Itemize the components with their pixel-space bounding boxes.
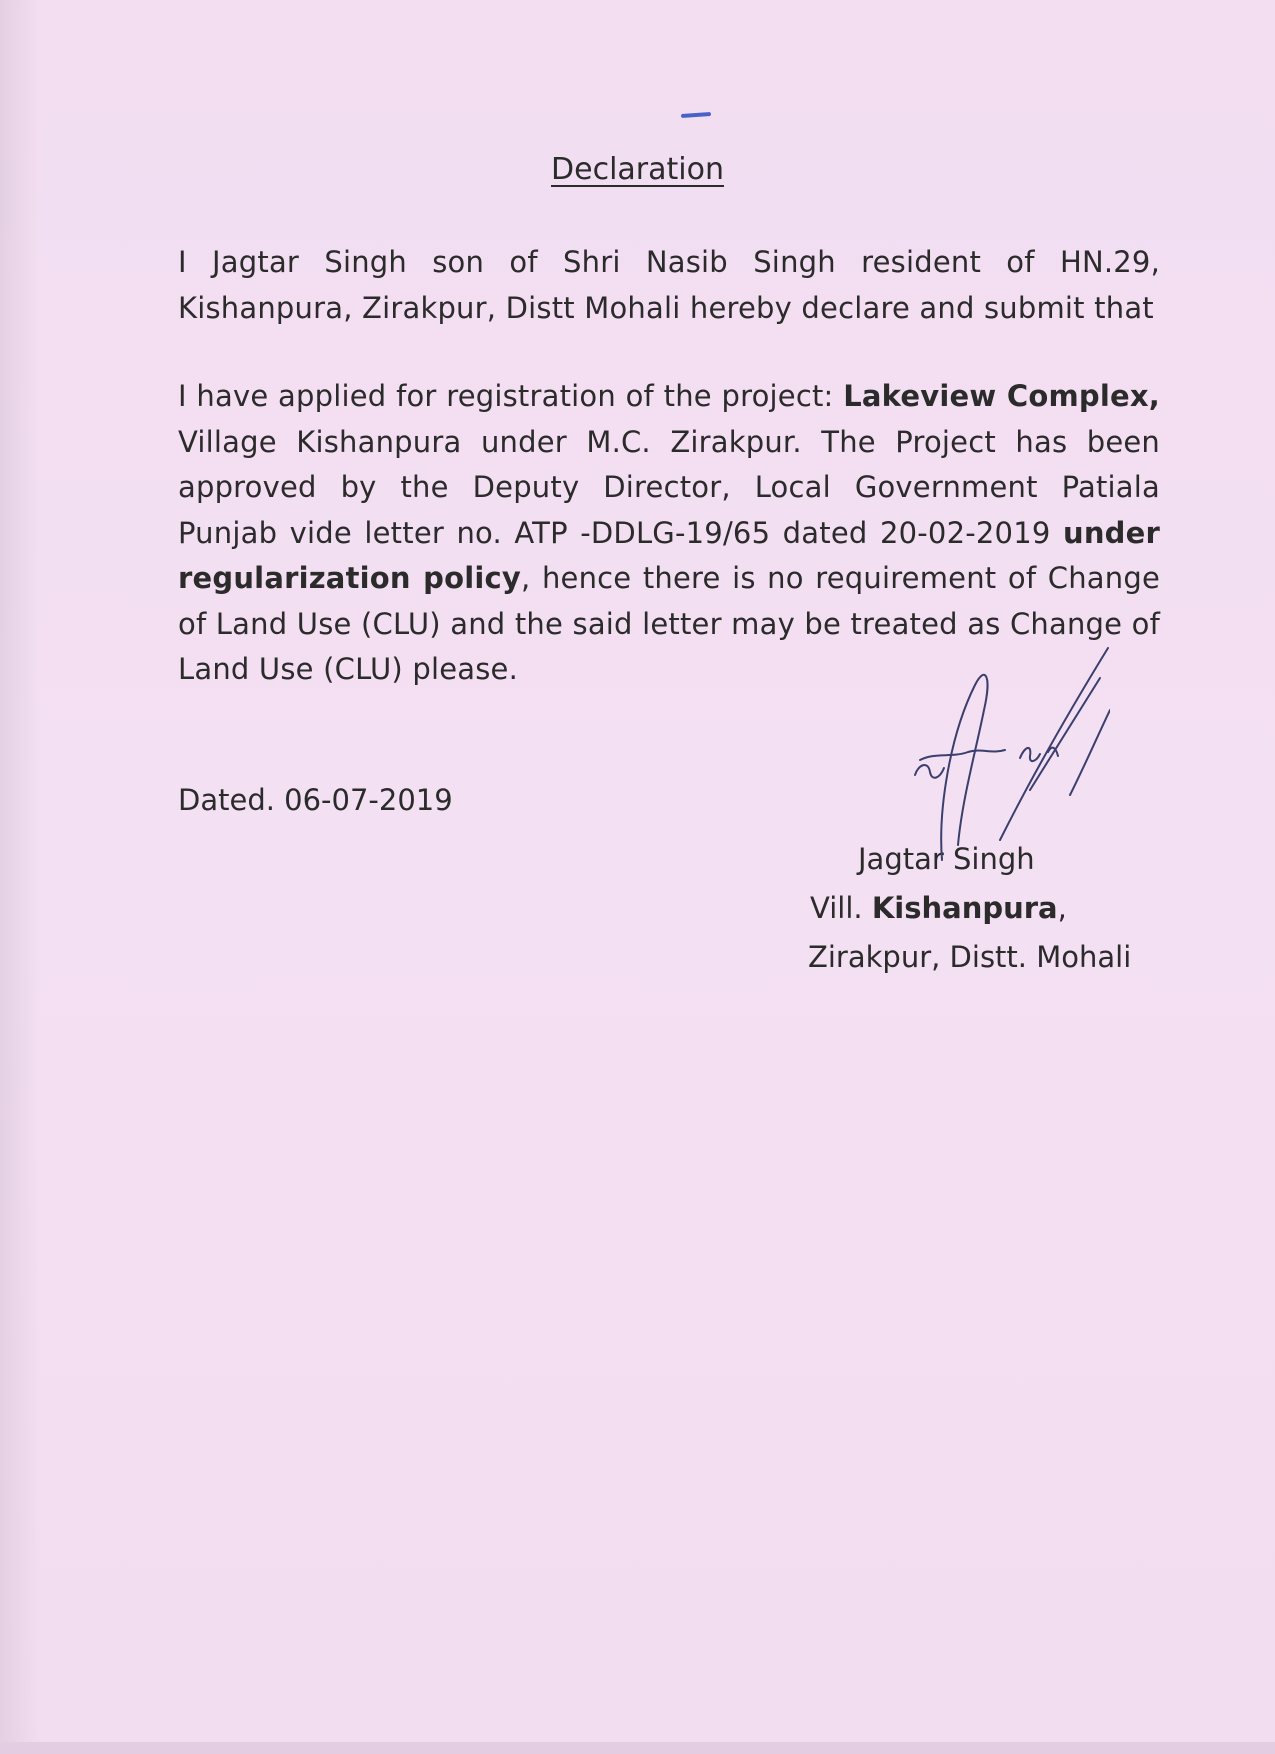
dated-line: Dated. 06-07-2019 [178,783,453,817]
declaration-paragraph-1: I Jagtar Singh son of Shri Nasib Singh resident of HN.29, Kishanpura, Zirakpur, Distt Mohali hereby declare and submit that [178,245,1160,325]
signatory-name: Jagtar Singh [858,842,1035,876]
signatory-village: Vill. Kishanpura, [810,891,1067,925]
scan-edge-shadow [0,0,40,1754]
document-title: Declaration [551,152,724,187]
scan-bottom-edge [0,1742,1275,1754]
pen-mark [681,112,711,118]
signatory-address: Zirakpur, Distt. Mohali [808,940,1132,974]
handwritten-signature [880,640,1110,890]
declaration-paragraph-2: I have applied for registration of the project: Lakeview Complex, Village Kishanpura under M.C. Zirakpur. The Project has been approved by the Deputy Director, Local Government Patiala Punjab vide letter no. ATP -DDLG-19/65 dated 20-02-2019 under regularization policy, hence there is no requirement of Change of Land Use (CLU) and the said letter may be treated as Change of Land Use (CLU) please. [178,379,1160,686]
